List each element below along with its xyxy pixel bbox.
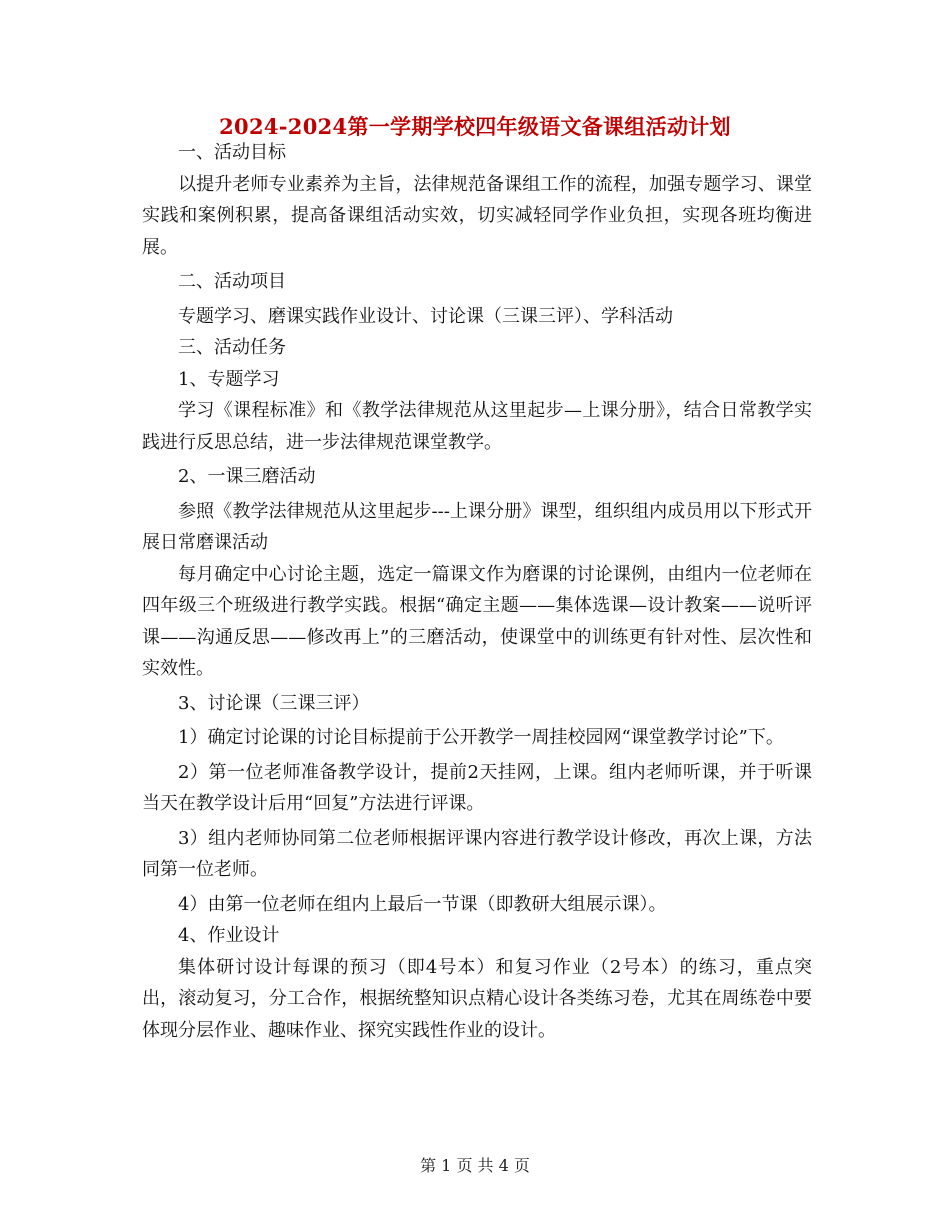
subheading-homework-design: 4、作业设计 — [178, 925, 280, 946]
paragraph-activity-goal: 以提升老师专业素养为主旨，法律规范备课组工作的流程，加强专题学习、课堂实践和案例积累，提高备课组活动实效，切实减轻同学作业负担，实现各班均衡进展。 — [142, 173, 812, 258]
paragraph-discussion-step-3: 3）组内老师协同第二位老师根据评课内容进行教学设计修改，再次上课，方法同第一位老师。 — [142, 827, 812, 880]
heading-activity-tasks: 三、活动任务 — [178, 337, 286, 358]
paragraph-homework-design: 集体研讨设计每课的预习（即4号本）和复习作业（2号本）的练习，重点突出，滚动复习，分工合作，根据统整知识点精心设计各类练习卷，尤其在周练卷中要体现分层作业、趣味作业、探究实践性作业的设计。 — [142, 956, 812, 1041]
page-footer: 第 1 页 共 4 页 — [420, 1156, 530, 1175]
document-body — [142, 137, 812, 1046]
subheading-topic-study: 1、专题学习 — [178, 368, 280, 390]
paragraph-discussion-step-4: 4）由第一位老师在组内上最后一节课（即教研大组展示课）。 — [178, 893, 667, 915]
subheading-lesson-polishing: 2、一课三磨活动 — [178, 466, 316, 487]
heading-activity-items: 二、活动项目 — [178, 271, 286, 292]
paragraph-lesson-polishing-intro: 参照《教学法律规范从这里起步---上课分册》课型，组织组内成员用以下形式开展日常磨课活动 — [142, 500, 812, 553]
paragraph-discussion-step-2: 2）第一位老师准备教学设计，提前2天挂网，上课。组内老师听课，并于听课当天在教学设计后用“回复”方法进行评课。 — [142, 761, 812, 814]
paragraph-topic-study: 学习《课程标准》和《教学法律规范从这里起步—上课分册》，结合日常教学实践进行反思总结，进一步法律规范课堂教学。 — [142, 400, 812, 453]
subheading-discussion-lesson: 3、讨论课（三课三评） — [178, 692, 370, 714]
paragraph-activity-items: 专题学习、磨课实践作业设计、讨论课（三课三评）、学科活动 — [178, 305, 673, 327]
document-title: 2024-2024第一学期学校四年级语文备课组活动计划 — [219, 114, 731, 139]
heading-activity-goal: 一、活动目标 — [178, 142, 286, 163]
paragraph-discussion-step-1: 1）确定讨论课的讨论目标提前于公开教学一周挂校园网“课堂教学讨论”下。 — [178, 727, 784, 748]
paragraph-monthly-theme: 每月确定中心讨论主题，选定一篇课文作为磨课的讨论课例，由组内一位老师在四年级三个班级进行教学实践。根据“确定主题——集体选课—设计教案——说听评课——沟通反思——修改再上”的三磨活动，使课堂中的训练更有针对性、层次性和实效性。 — [142, 563, 812, 679]
